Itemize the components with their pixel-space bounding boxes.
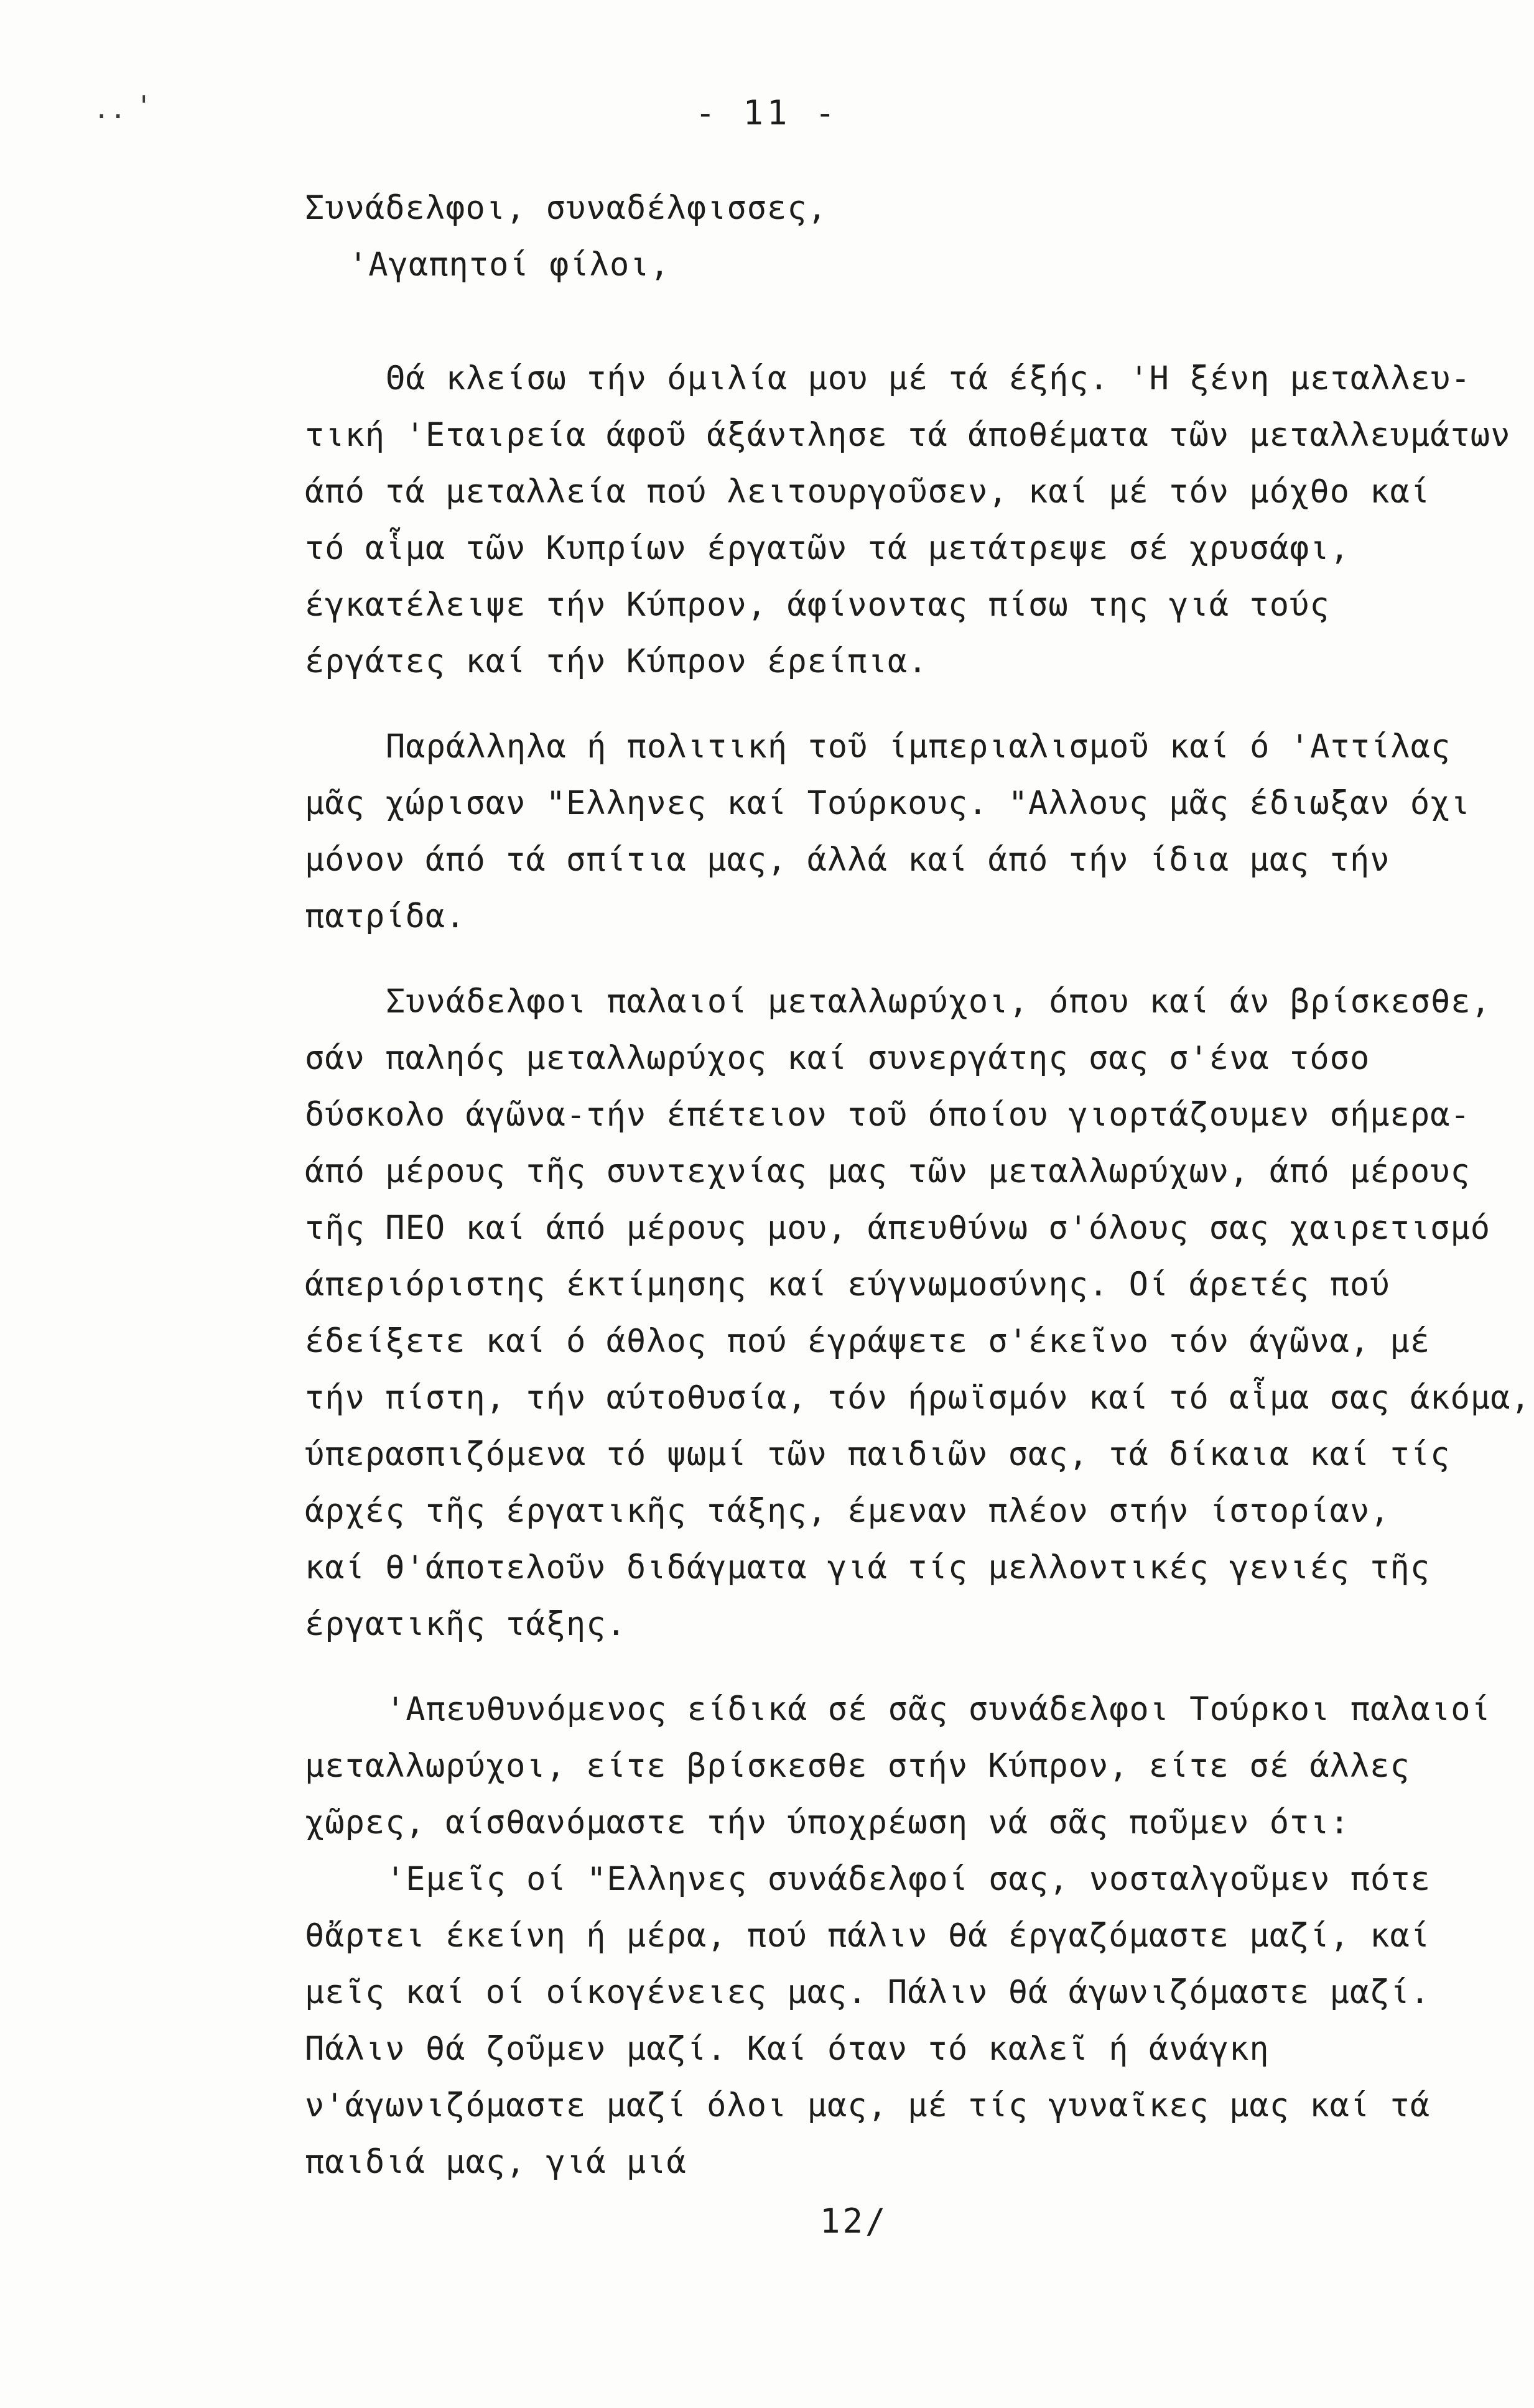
text-line: τό αἷμα τῶν Κυπρίων έργατῶν τά μετάτρεψε σέ χρυσάφι, (305, 530, 1350, 567)
text-line: τήν πίστη, τήν αύτοθυσία, τόν ήρωϊσμόν καί τό αἷμα σας άκόμα, (305, 1379, 1531, 1417)
text-line: τῆς ΠΕΟ καί άπό μέρους μου, άπευθύνω σ'όλους σας χαιρετισμό (305, 1210, 1491, 1247)
text-line: μεῖς καί οί οίκογένειες μας. Πάλιν θά άγωνιζόμαστε μαζί. (305, 1974, 1431, 2011)
text-line: σάν παληός μεταλλωρύχος καί συνεργάτης σας σ'ένα τόσο (305, 1040, 1370, 1077)
text-line: καί θ'άποτελοῦν διδάγματα γιά τίς μελλοντικές γενιές τῆς (305, 1549, 1431, 1586)
text-line: έργάτες καί τήν Κύπρον έρείπια. (305, 643, 928, 680)
text-line: μεταλλωρύχοι, είτε βρίσκεσθε στήν Κύπρον, είτε σέ άλλες (305, 1748, 1410, 1785)
document-body (305, 180, 1531, 2191)
margin-mark: .. (93, 93, 126, 125)
paragraph (305, 974, 1531, 1653)
text-line: έδείξετε καί ό άθλος πού έγράψετε σ'έκεῖνο τόν άγῶνα, μέ (305, 1323, 1431, 1360)
page-number: - 11 - (695, 93, 839, 132)
text-line: χῶρες, αίσθανόμαστε τήν ύποχρέωση νά σᾶς ποῦμεν ότι: (305, 1804, 1350, 1841)
text-line: τική 'Εταιρεία άφοῦ άξάντλησε τά άποθέματα τῶν μεταλλευμάτων (305, 417, 1511, 454)
text-line: δύσκολο άγῶνα-τήν έπέτειον τοῦ όποίου γιορτάζουμεν σήμερα- (305, 1096, 1471, 1134)
text-line: έγκατέλειψε τήν Κύπρον, άφίνοντας πίσω της γιά τούς (305, 586, 1330, 624)
paragraph (305, 1851, 1474, 2191)
text-line: 'Εμεῖς οί "Ελληνες συνάδελφοί σας, νοσταλγοῦμεν πότε (386, 1861, 1431, 1898)
paragraph (305, 351, 1511, 690)
text-line: Συνάδελφοι παλαιοί μεταλλωρύχοι, όπου καί άν βρίσκεσθε, (386, 983, 1491, 1021)
paragraph (305, 1682, 1491, 1851)
text-line: Πάλιν θά ζοῦμεν μαζί. Καί όταν τό καλεῖ ή άνάγκη (305, 2031, 1270, 2068)
text-line: έργατικῆς τάξης. (305, 1606, 626, 1643)
continuation-marker: 12/ (820, 2202, 888, 2241)
text-line: άπεριόριστης έκτίμησης καί εύγνωμοσύνης. Οί άρετές πού (305, 1266, 1390, 1304)
text-line: πατρίδα. (305, 898, 466, 935)
text-line: ν'άγωνιζόμαστε μαζί όλοι μας, μέ τίς γυναῖκες μας καί τά (305, 2087, 1431, 2124)
margin-mark: ' (136, 90, 152, 122)
text-line: άπό τά μεταλλεία πού λειτουργοῦσεν, καί μέ τόν μόχθο καί (305, 473, 1431, 511)
paragraph (305, 719, 1474, 945)
text-line: θἄρτει έκείνη ή μέρα, πού πάλιν θά έργαζόμαστε μαζί, καί (305, 1917, 1431, 1955)
text-line: 'Απευθυνόμενος είδικά σέ σᾶς συνάδελφοι Τούρκοι παλαιοί (386, 1691, 1491, 1728)
text-line: μᾶς χώρισαν "Ελληνες καί Τούρκους. "Αλλους μᾶς έδιωξαν όχι (305, 785, 1471, 822)
text-line: άπό μέρους τῆς συντεχνίας μας τῶν μεταλλωρύχων, άπό μέρους (305, 1153, 1471, 1190)
text-line: Θά κλείσω τήν όμιλία μου μέ τά έξής. 'Η ξένη μεταλλευ- (386, 360, 1471, 397)
text-line: Παράλληλα ή πολιτική τοῦ ίμπεριαλισμοῦ καί ό 'Αττίλας (386, 728, 1451, 766)
salutation-line: Συνάδελφοι, συναδέλφισσες, (305, 190, 827, 227)
text-line: ύπερασπιζόμενα τό ψωμί τῶν παιδιῶν σας, τά δίκαια καί τίς (305, 1436, 1451, 1473)
salutation-line: 'Αγαπητοί φίλοι, (348, 246, 670, 284)
text-line: άρχές τῆς έργατικῆς τάξης, έμεναν πλέον στήν ίστορίαν, (305, 1493, 1390, 1530)
text-line: μόνον άπό τά σπίτια μας, άλλά καί άπό τήν ίδια μας τήν (305, 841, 1390, 879)
text-line: παιδιά μας, γιά μιά (305, 2144, 687, 2181)
